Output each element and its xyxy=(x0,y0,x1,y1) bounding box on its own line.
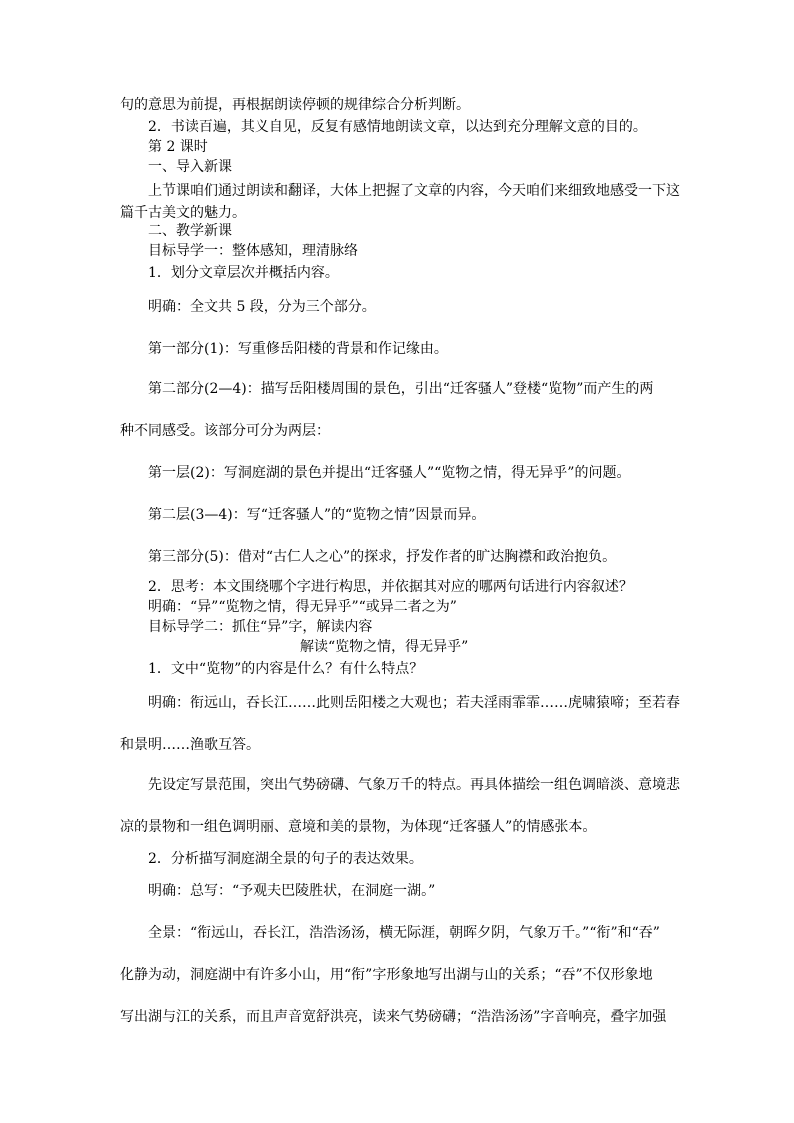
text-line: 凉的景物和一组色调明丽、意境和美的景物，为体现“迁客骚人”的情感张本。 xyxy=(120,819,597,835)
text-line: 明确：“异”“览物之情，得无异乎”“或异二者之为” xyxy=(148,599,457,615)
text-line: 化静为动，洞庭湖中有许多小山，用“衔”字形象地写出湖与山的关系；“吞”不仅形象地 xyxy=(120,967,653,983)
text-line: 第 2 课时 xyxy=(148,139,208,155)
text-line: 目标导学二：抓住“异”字，解读内容 xyxy=(148,619,373,635)
text-line: 全景：“衔远山，吞长江，浩浩汤汤，横无际涯，朝晖夕阴，气象万千。”“衔”和“吞” xyxy=(148,925,660,941)
text-line: 2．书读百遍，其义自见，反复有感情地朗读文章，以达到充分理解文意的目的。 xyxy=(148,119,647,135)
text-line: 种不同感受。该部分可分为两层： xyxy=(120,423,330,439)
text-line: 解读“览物之情，得无异乎” xyxy=(300,639,469,655)
text-line: 先设定写景范围，突出气势磅礴、气象万千的特点。再具体描绘一组色调暗淡、意境悲 xyxy=(148,777,680,793)
text-line: 第二部分(2—4)：描写岳阳楼周围的景色，引出“迁客骚人”登楼“览物”而产生的两 xyxy=(148,381,654,397)
text-line: 2．思考：本文围绕哪个字进行构思，并依据其对应的哪两句话进行内容叙述？ xyxy=(148,579,633,595)
text-line: 第三部分(5)：借对“古仁人之心”的探求，抒发作者的旷达胸襟和政治抱负。 xyxy=(148,549,617,565)
text-line: 目标导学一：整体感知，理清脉络 xyxy=(148,243,358,259)
text-line: 1．划分文章层次并概括内容。 xyxy=(148,265,339,281)
text-line: 明确：总写：“予观夫巴陵胜状，在洞庭一湖。” xyxy=(148,883,436,899)
text-line: 明确：衔远山，吞长江……此则岳阳楼之大观也；若夫淫雨霏霏……虎啸猿啼；至若春 xyxy=(148,695,680,711)
text-line: 篇千古美文的魅力。 xyxy=(120,205,246,221)
text-line: 和景明……渔歌互答。 xyxy=(120,737,260,753)
text-line: 二、教学新课 xyxy=(148,223,232,239)
text-line: 上节课咱们通过朗读和翻译，大体上把握了文章的内容，今天咱们来细致地感受一下这 xyxy=(148,183,680,199)
text-line: 1．文中“览物”的内容是什么？有什么特点？ xyxy=(148,661,424,677)
text-line: 2．分析描写洞庭湖全景的句子的表达效果。 xyxy=(148,851,423,867)
text-line: 第一层(2)：写洞庭湖的景色并提出“迁客骚人”“览物之情，得无异乎”的问题。 xyxy=(148,465,631,481)
text-line: 一、导入新课 xyxy=(148,159,232,175)
text-line: 句的意思为前提，再根据朗读停顿的规律综合分析判断。 xyxy=(120,97,470,113)
text-line: 第一部分(1)：写重修岳阳楼的背景和作记缘由。 xyxy=(148,341,448,357)
text-line: 明确：全文共 5 段，分为三个部分。 xyxy=(148,299,376,315)
text-line: 第二层(3—4)：写“迁客骚人”的“览物之情”因景而异。 xyxy=(148,507,486,523)
text-line: 写出湖与江的关系，而且声音宽舒洪亮，读来气势磅礴；“浩浩汤汤”字音响亮，叠字加强 xyxy=(120,1009,667,1025)
